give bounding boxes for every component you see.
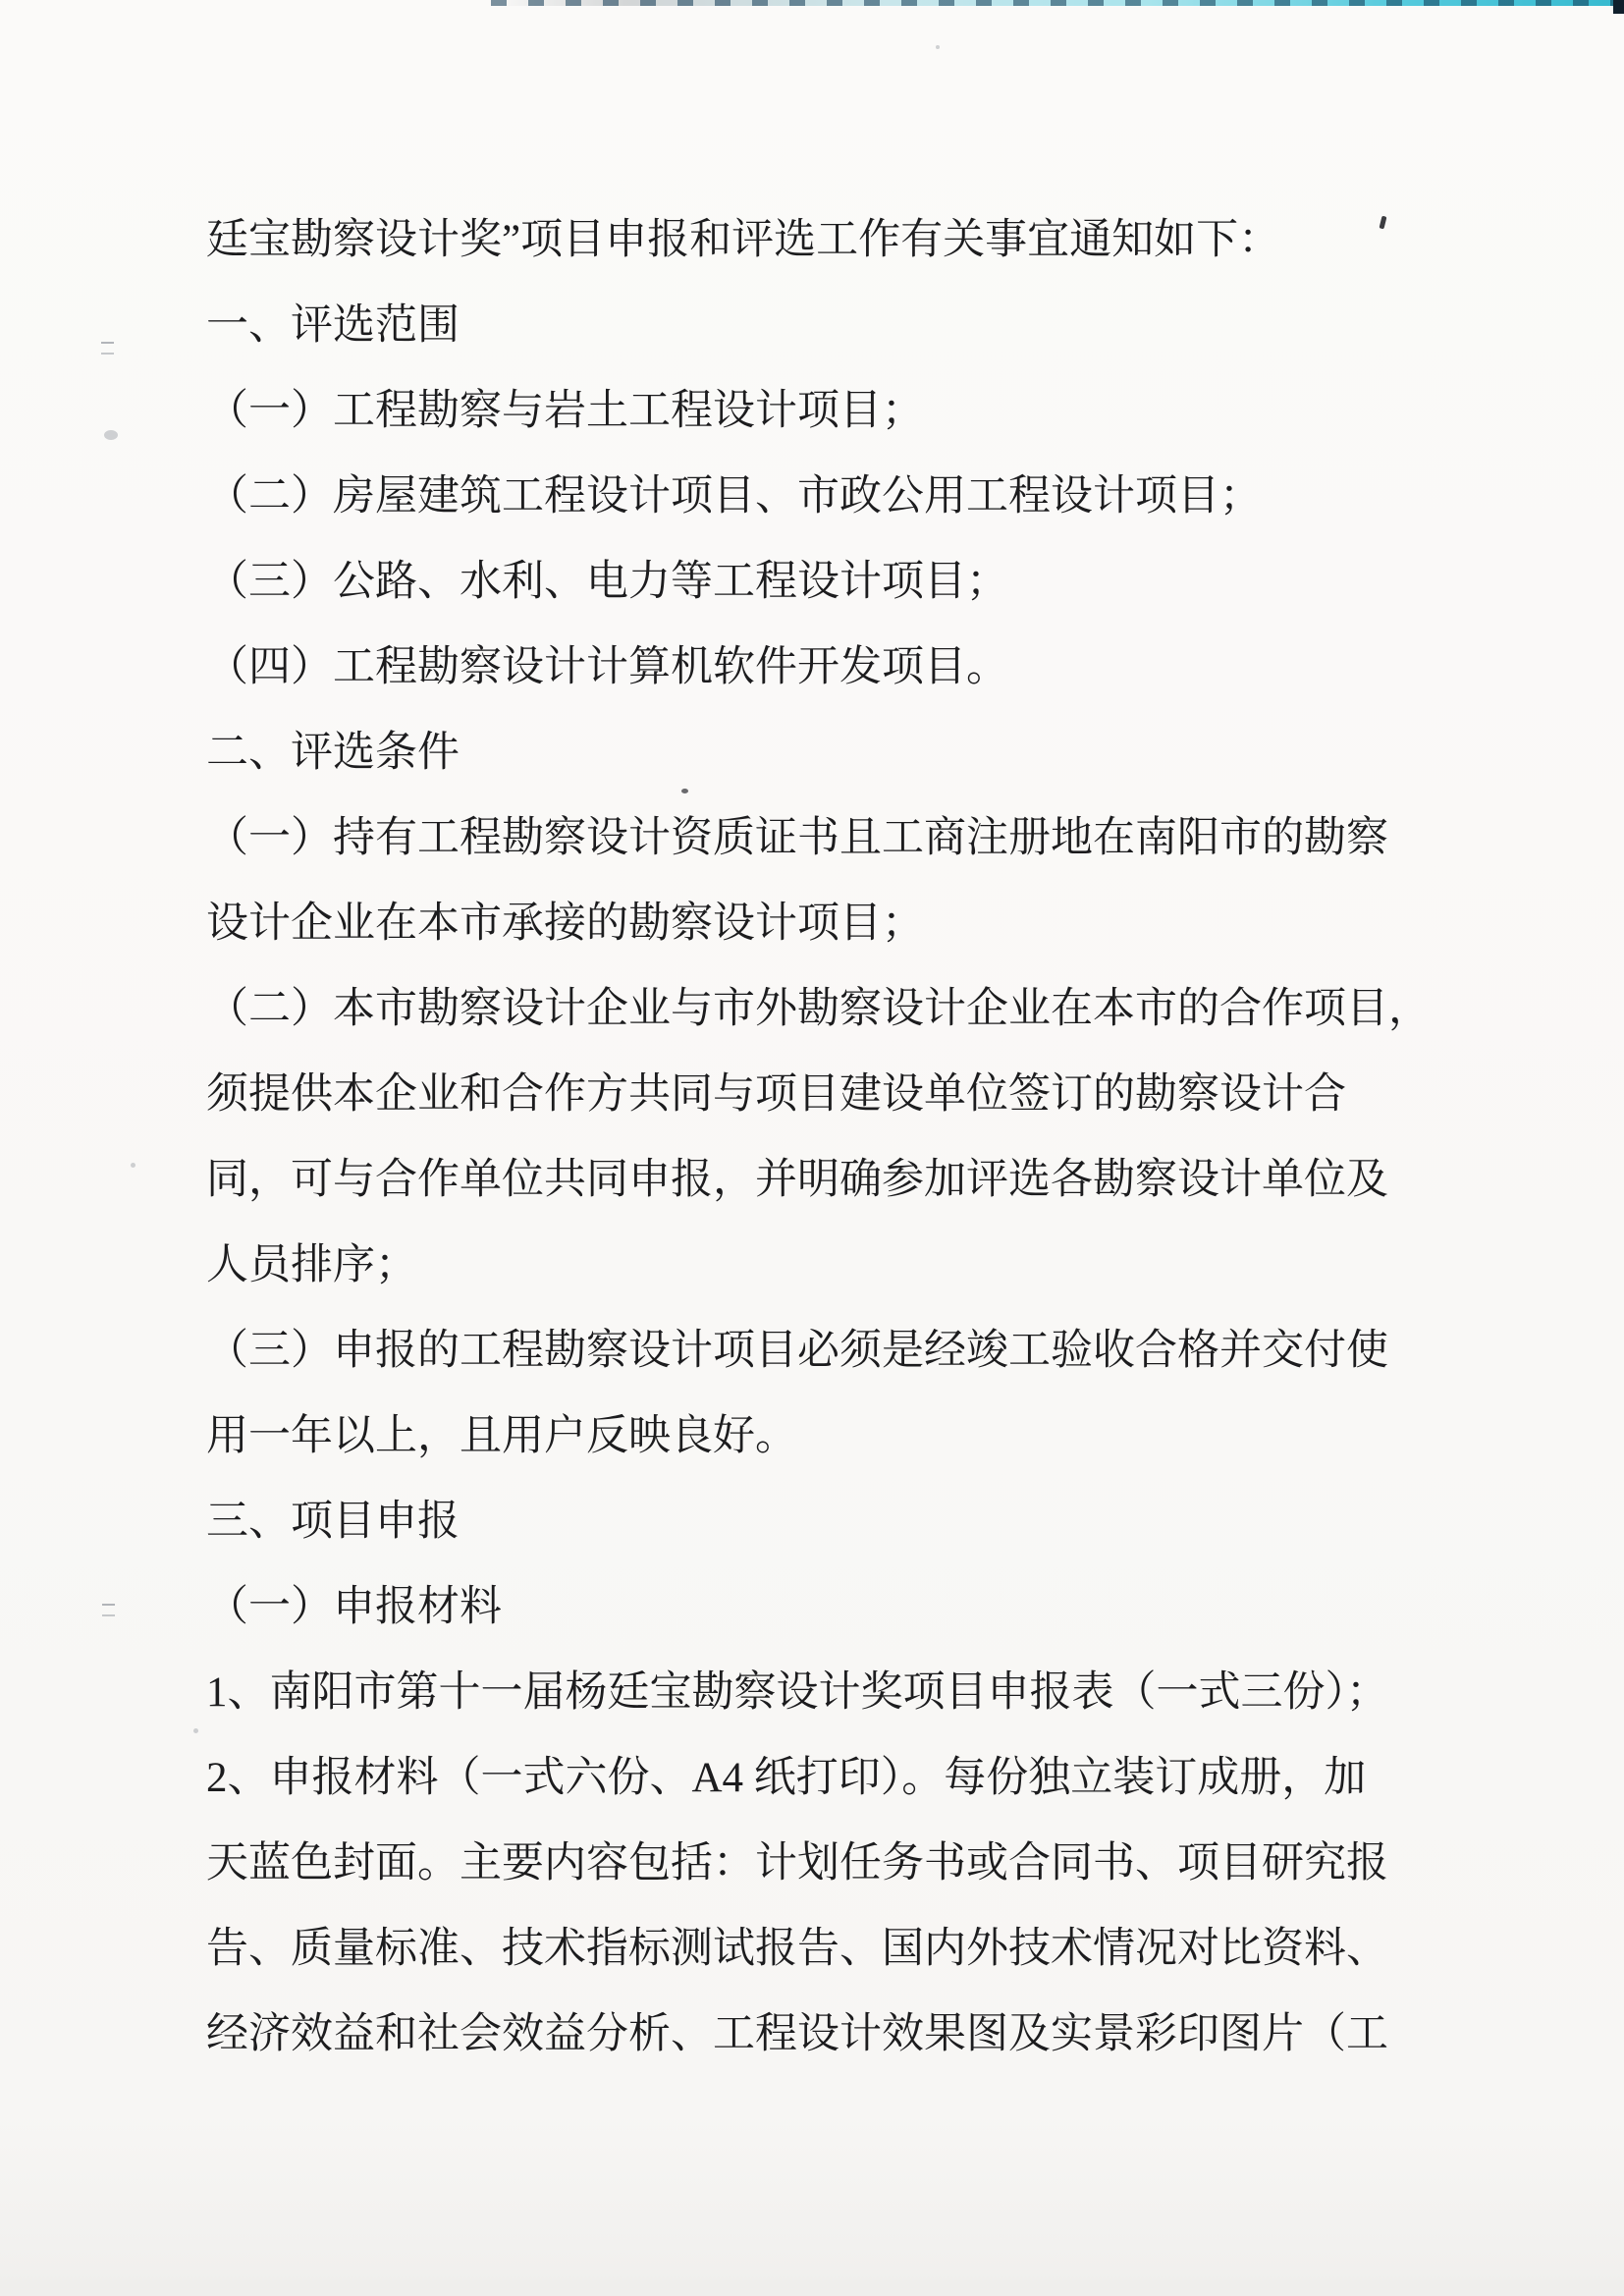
doc-line: 经济效益和社会效益分析、工程设计效果图及实景彩印图片（工 [206,2011,1388,2057]
doc-line: （二）本市勘察设计企业与市外勘察设计企业在本市的合作项目， [206,986,1431,1032]
doc-line: （二）房屋建筑工程设计项目、市政公用工程设计项目； [206,473,1262,519]
doc-line: （一）申报材料 [206,1584,502,1630]
doc-line: （一）工程勘察与岩土工程设计项目； [206,388,924,434]
section-heading: 二、评选条件 [206,730,460,776]
scan-speck [193,1728,198,1733]
doc-line: 告、质量标准、技术指标测试报告、国内外技术情况对比资料、 [206,1926,1388,1972]
document-body [206,197,1431,2077]
doc-line: 2、申报材料（一式六份、A4 纸打印）。每份独立装订成册，加 [206,1755,1367,1801]
scanner-edge-artifact [491,0,1624,6]
doc-line: 设计企业在本市承接的勘察设计项目； [206,901,924,947]
doc-line: （三）申报的工程勘察设计项目必须是经竣工验收合格并交付使 [206,1328,1388,1374]
scan-speck [102,1604,115,1616]
scan-speck [936,45,940,49]
section-heading: 一、评选范围 [206,302,460,349]
scanner-bottom-shade [0,2280,1624,2296]
doc-line: 用一年以上，且用户反映良好。 [206,1413,797,1459]
doc-line: 同，可与合作单位共同申报，并明确参加评选各勘察设计单位及 [206,1157,1388,1203]
doc-line: （三）公路、水利、电力等工程设计项目； [206,559,1008,605]
doc-line: （一）持有工程勘察设计资质证书且工商注册地在南阳市的勘察 [206,815,1388,861]
doc-line: 廷宝勘察设计奖”项目申报和评选工作有关事宜通知如下： [206,217,1281,263]
doc-line: （四）工程勘察设计计算机软件开发项目。 [206,644,1008,690]
scan-speck [101,342,114,355]
doc-line: 天蓝色封面。主要内容包括：计划任务书或合同书、项目研究报 [206,1840,1388,1886]
doc-line: 1、南阳市第十一届杨廷宝勘察设计奖项目申报表（一式三份）； [206,1669,1388,1716]
section-heading: 三、项目申报 [206,1499,460,1545]
scanner-corner-artifact [1613,0,1624,14]
doc-line: 人员排序； [206,1242,417,1288]
doc-line: 须提供本企业和合作方共同与项目建设单位签订的勘察设计合 [206,1071,1346,1118]
scan-speck [131,1163,135,1168]
scan-speck [104,430,118,440]
